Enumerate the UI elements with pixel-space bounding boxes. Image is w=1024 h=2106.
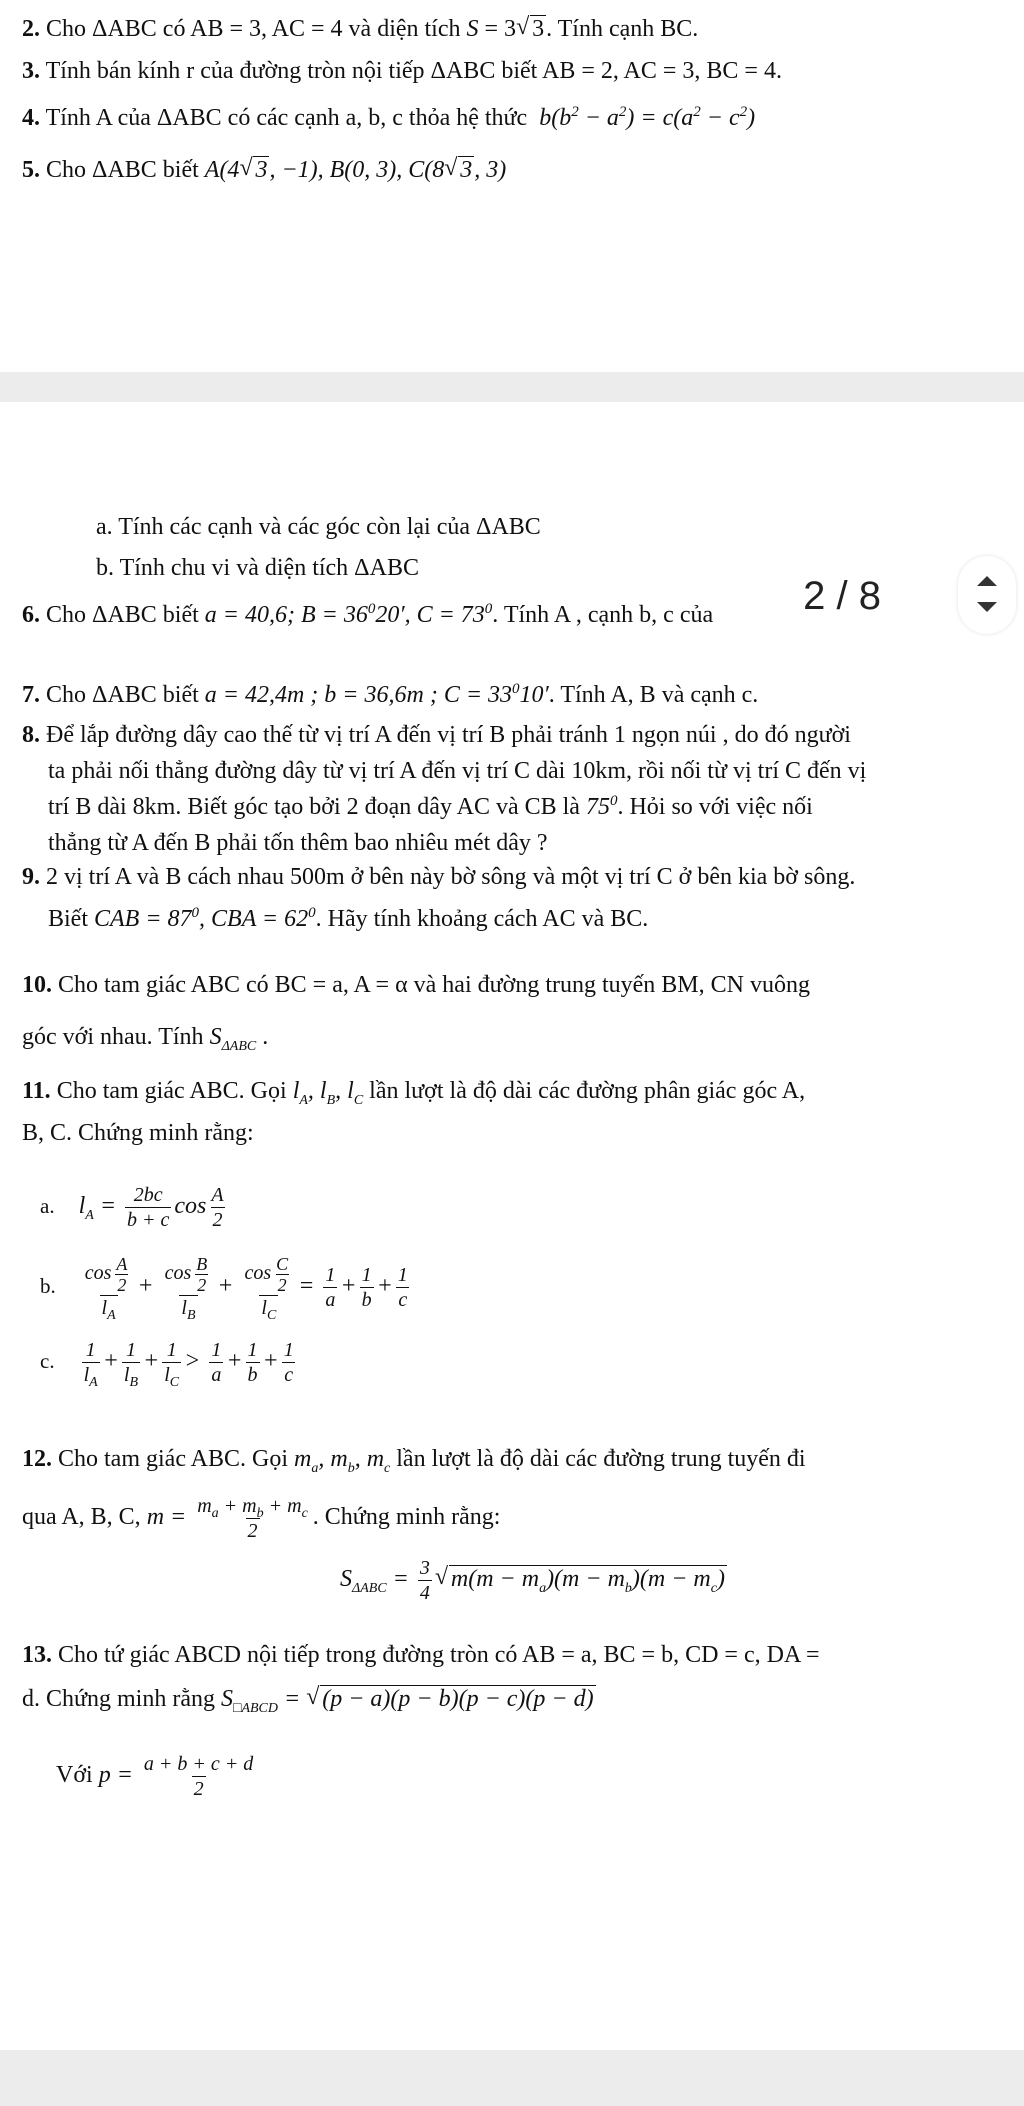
formula-11b: b. cos $\frac{A}{2}$ $l_A$ + cos $\frac{B}{2}$ $l_B$ + cos $\frac{C}{2}$ $l_C$ = $\frac{1}{a}$ + $\frac{1}{b}$ + $\frac{1}{c}$ (40, 1254, 408, 1324)
question-5a: a. Tính các cạnh và các góc còn lại của ΔABC (96, 514, 541, 540)
page-gap (0, 372, 1024, 402)
question-4 (22, 103, 755, 133)
question-number: 3. (22, 58, 40, 84)
question-number: 5. (22, 157, 40, 183)
question-text: lần lượt là độ dài các đường trung tuyến đi (396, 1446, 806, 1472)
question-6 (22, 600, 713, 630)
question-5 (22, 155, 506, 185)
page-gap (0, 2050, 1024, 2106)
question-number: 12. (22, 1446, 52, 1472)
question-text: Để lắp đường dây cao thế từ vị trí A đến vị trí B phải tránh 1 ngọn núi , do đó người (46, 722, 851, 748)
question-text: Cho tứ giác ABCD nội tiếp trong đường tròn có AB = a, BC = b, CD = c, DA = (58, 1642, 820, 1668)
question-number: 7. (22, 682, 40, 708)
equation: a = 42,4m ; b = 36,6m ; $C = 33^010'$ (204, 681, 549, 708)
question-number: 10. (22, 972, 52, 998)
question-number: 6. (22, 602, 40, 628)
question-number: 9. (22, 864, 40, 890)
question-text: Cho ΔABC biết (46, 602, 199, 628)
question-text: Cho tam giác ABC. Gọi (56, 1078, 287, 1104)
question-5b: b. Tính chu vi và diện tích ΔABC (96, 555, 419, 581)
question-text: d. Chứng minh rằng $S_{□ABCD}$ = √ (p − a)(p − b)(p − c)(p − d) (22, 1684, 596, 1714)
chevron-down-icon[interactable] (977, 602, 997, 612)
question-text: . Tính A , cạnh b, c của (492, 602, 714, 628)
question-number: 8. (22, 722, 40, 748)
question-text: Với p = $\frac{a + b + c + d}{2}$ (56, 1752, 254, 1800)
equation: $b(b^2 - a^2) = c(a^2 - c^2)$ (533, 104, 756, 131)
chevron-up-icon[interactable] (977, 576, 997, 586)
question-text: ta phải nối thẳng đường dây từ vị trí A đến vị trí C dài 10km, rồi nối từ vị trí C đến vị (48, 758, 867, 784)
question-text: Biết CAB = $87^0$, CBA = $62^0$. Hãy tính khoảng cách AC và BC. (48, 905, 649, 932)
formula-12: $S_{\Delta ABC}$ = $\frac{3}{4}$ √ $m(m - m_a)(m - m_b)(m - m_c)$ (340, 1556, 727, 1605)
question-text: thẳng từ A đến B phải tốn thêm bao nhiêu mét dây ? (48, 830, 548, 856)
question-7 (22, 680, 758, 710)
question-text: qua A, B, C, m = $\frac{m_a + m_b + m_c}{2}$ . Chứng minh rằng: (22, 1494, 501, 1542)
question-3 (22, 56, 782, 86)
question-text: . Tính A, B và cạnh c. (548, 682, 759, 708)
question-text: góc với nhau. Tính $S_{\Delta ABC}$ . (22, 1024, 269, 1054)
question-number: 4. (22, 105, 40, 131)
question-text: Cho tam giác ABC có BC = a, A = α và hai đường trung tuyến BM, CN vuông (58, 972, 810, 998)
question-text: Tính bán kính r của đường tròn nội tiếp ΔABC biết AB = 2, AC = 3, BC = 4. (45, 58, 782, 84)
document-page-1 (0, 0, 1024, 372)
question-2: 2. Cho ΔABC có AB = 3, AC = 4 và diện tích S = 3√ 3. Tính cạnh BC. (22, 14, 698, 44)
question-text: Cho ΔABC biết (46, 682, 199, 708)
question-text: lần lượt là độ dài các đường phân giác góc A, (369, 1078, 806, 1104)
equation: a = 40,6; $B = 36^020'$, $C = 73^0$ (204, 601, 493, 628)
question-text: 2 vị trí A và B cách nhau 500m ở bên này bờ sông và một vị trí C ở bên kia bờ sông. (46, 864, 856, 890)
page-scroll-control[interactable] (958, 556, 1016, 634)
question-text: Tính A của ΔABC có các cạnh a, b, c thỏa hệ thức (45, 105, 528, 131)
question-text: Cho tam giác ABC. Gọi (58, 1446, 288, 1472)
question-number: 13. (22, 1642, 52, 1668)
question-text: . Tính cạnh BC. (546, 16, 699, 42)
equation: A(4√ 3, −1), B(0, 3), C(8√ 3, 3) (205, 157, 507, 183)
page-indicator: 2 / 8 (786, 570, 898, 622)
question-number: 11. (22, 1078, 51, 1104)
formula-11a: a. $l_A$ = $\frac{2bc}{b + c}$ cos $\frac{A}{2}$ (40, 1183, 224, 1231)
question-text: trí B dài 8km. Biết góc tạo bởi 2 đoạn dây AC và CB là $75^0$. Hỏi so với việc nối (48, 793, 813, 820)
question-text: B, C. Chứng minh rằng: (22, 1120, 254, 1146)
formula-11c: c. $\frac{1}{l_A}$ + $\frac{1}{l_B}$ + $\frac{1}{l_C}$ > $\frac{1}{a}$ + $\frac{1}{b}$ + $\frac{1}{c}$ (40, 1338, 294, 1390)
question-number: 2. (22, 16, 40, 42)
question-text: Cho ΔABC biết (46, 157, 199, 183)
question-text: Cho ΔABC có AB = 3, AC = 4 và diện tích (46, 16, 461, 42)
